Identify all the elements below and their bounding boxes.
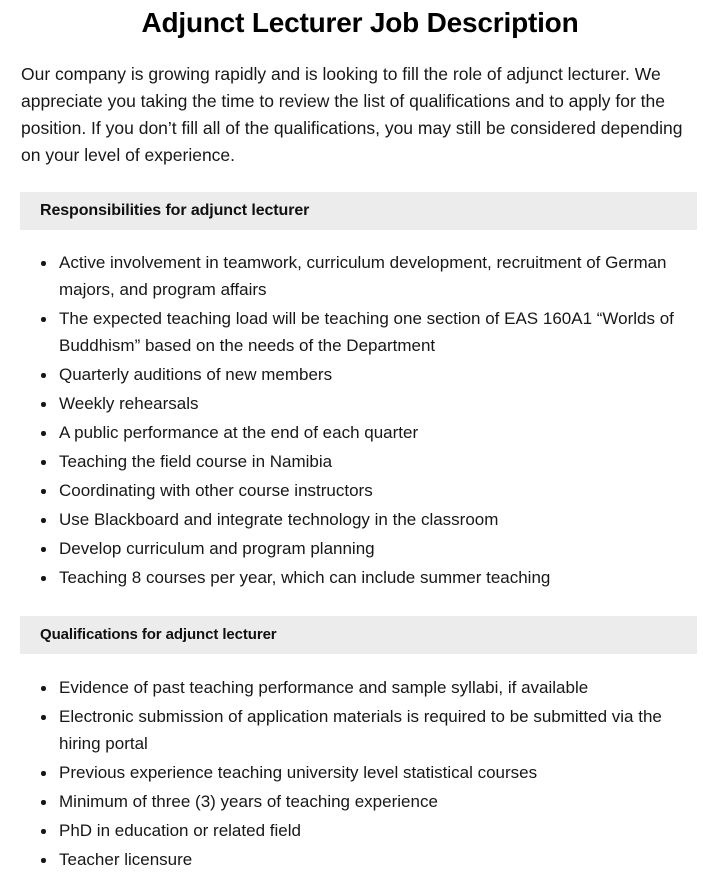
section-heading-label: Responsibilities for adjunct lecturer bbox=[40, 202, 310, 219]
list-item: Coordinating with other course instructors bbox=[0, 477, 698, 504]
list-item: The expected teaching load will be teaching one section of EAS 160A1 “Worlds of Buddhism” based on the needs of the Department bbox=[0, 305, 698, 359]
section-header-responsibilities bbox=[20, 192, 697, 230]
list-item: Weekly rehearsals bbox=[0, 390, 698, 417]
section-qualifications bbox=[0, 616, 720, 873]
list-item: Use Blackboard and integrate technology in the classroom bbox=[0, 506, 698, 533]
list-item: Electronic submission of application materials is required to be submitted via the hiring portal bbox=[0, 703, 698, 757]
list-item: Develop curriculum and program planning bbox=[0, 535, 698, 562]
section-heading-label: Qualifications for adjunct lecturer bbox=[40, 626, 277, 643]
list-item: PhD in education or related field bbox=[0, 817, 698, 844]
page-title: Adjunct Lecturer Job Description bbox=[141, 7, 579, 38]
list-item: Teacher licensure bbox=[0, 846, 698, 873]
bullet-list-qualifications bbox=[0, 674, 720, 873]
list-item: A public performance at the end of each quarter bbox=[0, 419, 698, 446]
intro-paragraph: Our company is growing rapidly and is looking to fill the role of adjunct lecturer. We appreciate you taking the time to review the list of qualifications and to apply for the position. If you don’t fill all of the qualifications, you may still be considered depending on your level of experience. bbox=[21, 64, 683, 165]
list-item: Quarterly auditions of new members bbox=[0, 361, 698, 388]
list-item: Teaching 8 courses per year, which can include summer teaching bbox=[0, 564, 698, 591]
bullet-list-responsibilities bbox=[0, 249, 720, 591]
list-item: Previous experience teaching university level statistical courses bbox=[0, 759, 698, 786]
sections-container bbox=[0, 192, 720, 873]
list-item: Minimum of three (3) years of teaching experience bbox=[0, 788, 698, 815]
list-item: Active involvement in teamwork, curriculum development, recruitment of German majors, and program affairs bbox=[0, 249, 698, 303]
section-responsibilities bbox=[0, 192, 720, 591]
list-item: Evidence of past teaching performance and sample syllabi, if available bbox=[0, 674, 698, 701]
section-header-qualifications bbox=[20, 616, 697, 654]
list-item: Teaching the field course in Namibia bbox=[0, 448, 698, 475]
